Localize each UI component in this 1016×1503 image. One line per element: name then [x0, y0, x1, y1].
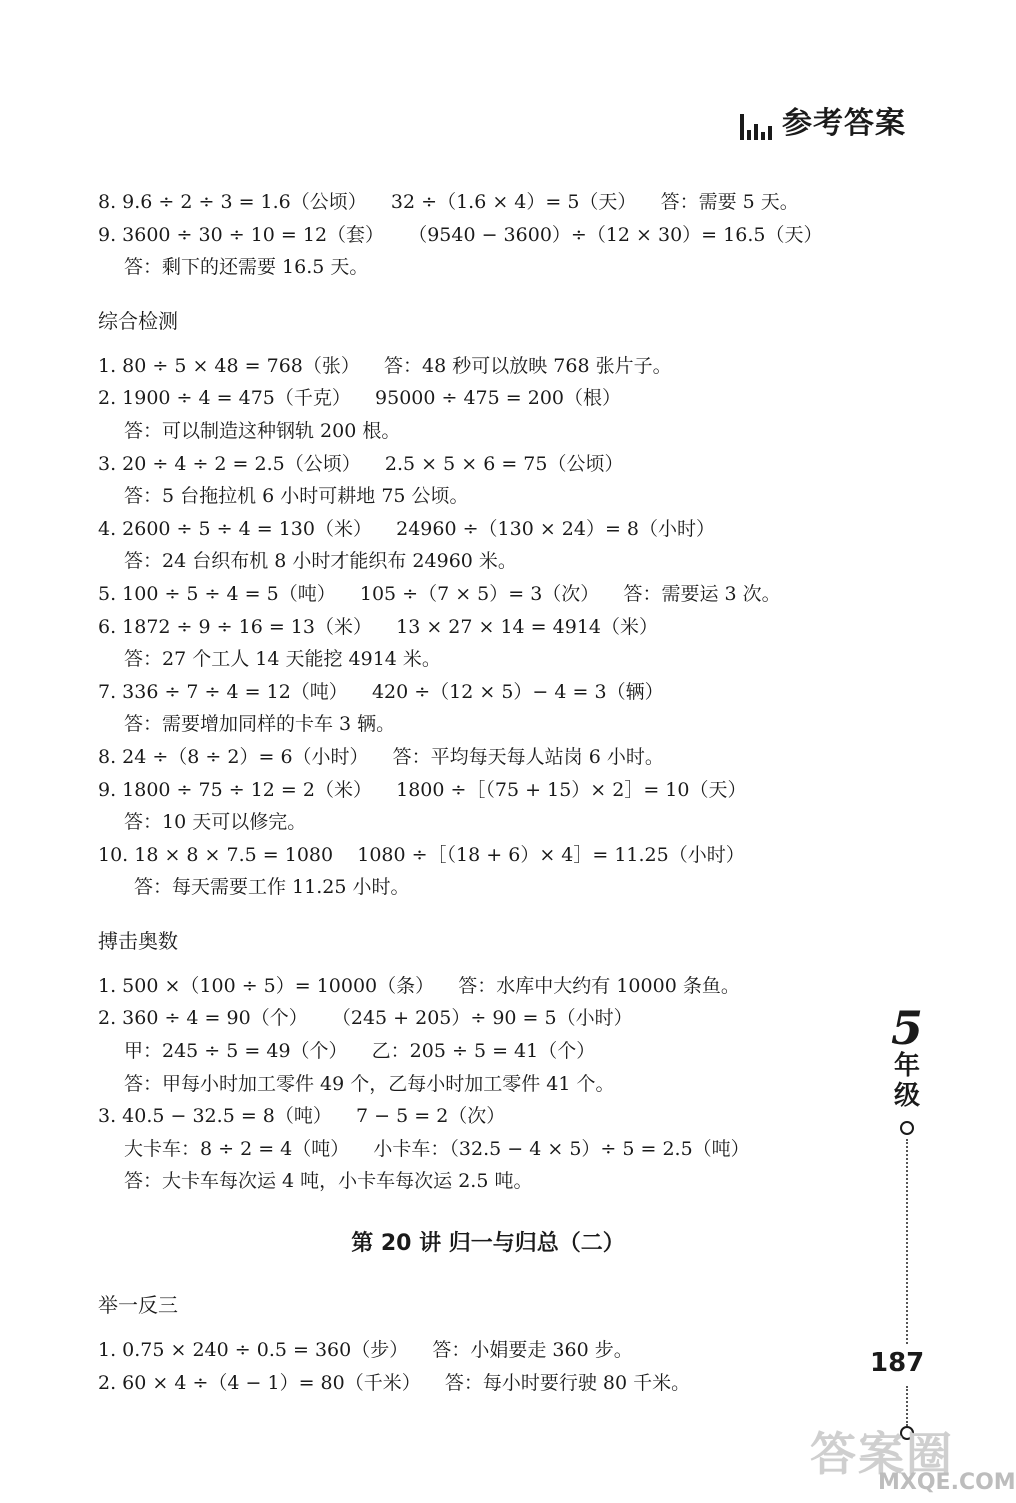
header-title: 参考答案	[782, 106, 906, 141]
answer-line: 5. 100 ÷ 5 ÷ 4 = 5（吨） 105 ÷（7 × 5）= 3（次） 答：需要运 3 次。	[98, 582, 781, 605]
section-title: 举一反三	[98, 1293, 178, 1318]
answer-line: 答：甲每小时加工零件 49 个，乙每小时加工零件 41 个。	[124, 1072, 615, 1095]
dotted-divider	[906, 1139, 908, 1344]
circle-icon	[900, 1121, 914, 1135]
answer-line: 答：5 台拖拉机 6 小时可耕地 75 公顷。	[124, 485, 469, 508]
answer-line: 9. 3600 ÷ 30 ÷ 10 = 12（套） （9540 − 3600）÷（12 × 30）= 16.5（天）	[98, 223, 823, 246]
answer-line: 大卡车：8 ÷ 2 = 4（吨） 小卡车：（32.5 − 4 × 5）÷ 5 = 2.5（吨）	[124, 1137, 750, 1160]
answer-line: 答：需要增加同样的卡车 3 辆。	[124, 713, 396, 736]
section-title: 综合检测	[98, 308, 178, 333]
answer-line: 3. 20 ÷ 4 ÷ 2 = 2.5（公顷） 2.5 × 5 × 6 = 75（公顷）	[98, 452, 624, 475]
answer-line: 7. 336 ÷ 7 ÷ 4 = 12（吨） 420 ÷（12 × 5）− 4 = 3（辆）	[98, 680, 664, 703]
answer-line: 9. 1800 ÷ 75 ÷ 12 = 2（米） 1800 ÷［（75 + 15）× 2］= 10（天）	[98, 778, 747, 801]
page-number: 187	[870, 1348, 925, 1378]
bar-chart-logo-icon	[740, 110, 772, 140]
watermark-text: 答案圈	[810, 1427, 954, 1481]
answer-line: 1. 500 ×（100 ÷ 5）= 10000（条） 答：水库中大约有 10000 条鱼。	[98, 974, 740, 997]
answer-line: 8. 24 ÷（8 ÷ 2）= 6（小时） 答：平均每天每人站岗 6 小时。	[98, 745, 664, 768]
answer-line: 1. 0.75 × 240 ÷ 0.5 = 360（步） 答：小娟要走 360 步。	[98, 1339, 633, 1362]
answer-line: 答：剩下的还需要 16.5 天。	[124, 256, 369, 279]
answer-line: 1. 80 ÷ 5 × 48 = 768（张） 答：48 秒可以放映 768 张片子。	[98, 354, 672, 377]
answer-line: 答：10 天可以修完。	[124, 811, 307, 834]
answer-line: 答：27 个工人 14 天能挖 4914 米。	[124, 648, 441, 671]
answer-line: 3. 40.5 − 32.5 = 8（吨） 7 − 5 = 2（次）	[98, 1105, 506, 1128]
grade-marker	[880, 1001, 934, 1344]
answer-line: 答：24 台织布机 8 小时才能织布 24960 米。	[124, 550, 517, 573]
grade-number: 5	[890, 1001, 923, 1055]
grade-label: 年	[893, 1051, 920, 1081]
answer-line: 10. 18 × 8 × 7.5 = 1080 1080 ÷［（18 + 6）× 4］= 11.25（小时）	[98, 843, 745, 866]
answer-line: 8. 9.6 ÷ 2 ÷ 3 = 1.6（公顷） 32 ÷（1.6 × 4）= 5（天） 答：需要 5 天。	[98, 191, 799, 213]
grade-label: 级	[893, 1081, 920, 1111]
answer-line: 2. 60 × 4 ÷（4 − 1）= 80（千米） 答：每小时要行驶 80 千米。	[98, 1371, 691, 1394]
answer-line: 6. 1872 ÷ 9 ÷ 16 = 13（米） 13 × 27 × 14 = 4914（米）	[98, 615, 658, 638]
answer-line: 答：可以制造这种钢轨 200 根。	[124, 419, 401, 442]
answer-line: 2. 1900 ÷ 4 = 475（千克） 95000 ÷ 475 = 200（根）	[98, 387, 622, 410]
answer-line: 答：每天需要工作 11.25 小时。	[134, 876, 410, 899]
page-header	[740, 108, 906, 140]
watermark-url: MXQE.COM	[878, 1470, 1016, 1495]
answer-content	[98, 186, 823, 1399]
answer-line: 4. 2600 ÷ 5 ÷ 4 = 130（米） 24960 ÷（130 × 24）= 8（小时）	[98, 517, 716, 540]
lesson-title: 第 20 讲 归一与归总（二）	[351, 1231, 625, 1257]
section-title: 搏击奥数	[98, 928, 178, 953]
answer-line: 甲：245 ÷ 5 = 49（个） 乙：205 ÷ 5 = 41（个）	[124, 1040, 596, 1063]
answer-line: 答：大卡车每次运 4 吨，小卡车每次运 2.5 吨。	[124, 1170, 533, 1193]
answer-line: 2. 360 ÷ 4 = 90（个） （245 + 205）÷ 90 = 5（小时）	[98, 1007, 633, 1030]
